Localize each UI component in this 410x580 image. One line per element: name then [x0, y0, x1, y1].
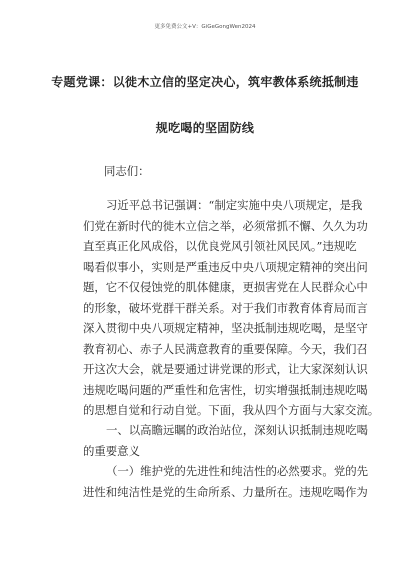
body-paragraph-1	[83, 195, 380, 421]
body-paragraph-2	[83, 461, 368, 502]
page-header-note: 更多免费公文+V：GiGeGongWen2024	[154, 24, 256, 30]
text-line: （一）维护党的先进性和纯洁性的必然要求。党的先	[106, 464, 368, 478]
text-line: 题，它不仅侵蚀党的肌体健康，更损害党在人民群众心中	[83, 280, 368, 294]
text-line: 深入贯彻中央八项规定精神，坚决抵制违规吃喝，是坚守	[83, 321, 368, 335]
text-line: 的形象，破坏党群干群关系。对于我们市教育体育局而言	[83, 300, 368, 315]
text-line: 开这次大会，就是要通过讲党课的形式，让大家深刻认识	[83, 362, 368, 376]
section-heading-1	[83, 420, 368, 461]
text-line: 直至真正化风成俗，以优良党风引领社风民风。”违规吃	[83, 239, 357, 253]
greeting: 同志们：	[104, 164, 150, 178]
text-line: 违规吃喝问题的严重性和危害性，切实增强抵制违规吃喝	[83, 382, 368, 397]
text-line: 的思想自觉和行动自觉。下面，我从四个方面与大家交流。	[83, 403, 380, 417]
document-title-line-2: 规吃喝的坚固防线	[155, 121, 255, 135]
document-title-line-1: 专题党课：以徙木立信的坚定决心，筑牢教体系统抵制违	[51, 75, 359, 89]
text-line: 一、以高瞻远瞩的政治站位，深刻认识抵制违规吃喝	[106, 423, 368, 437]
text-line: 们党在新时代的徙木立信之举，必须常抓不懈、久久为功	[83, 218, 368, 233]
text-line: 喝看似事小，实则是严重违反中央八项规定精神的突出问	[83, 259, 368, 274]
text-line: 进性和纯洁性是党的生命所系、力量所在。违规吃喝作为	[83, 484, 368, 499]
text-line: 的重要意义	[83, 443, 140, 458]
text-line: 习近平总书记强调：“制定实施中央八项规定，是我	[106, 198, 363, 212]
text-line: 教育初心、赤子人民满意教育的重要保障。今天，我们召	[83, 341, 368, 356]
